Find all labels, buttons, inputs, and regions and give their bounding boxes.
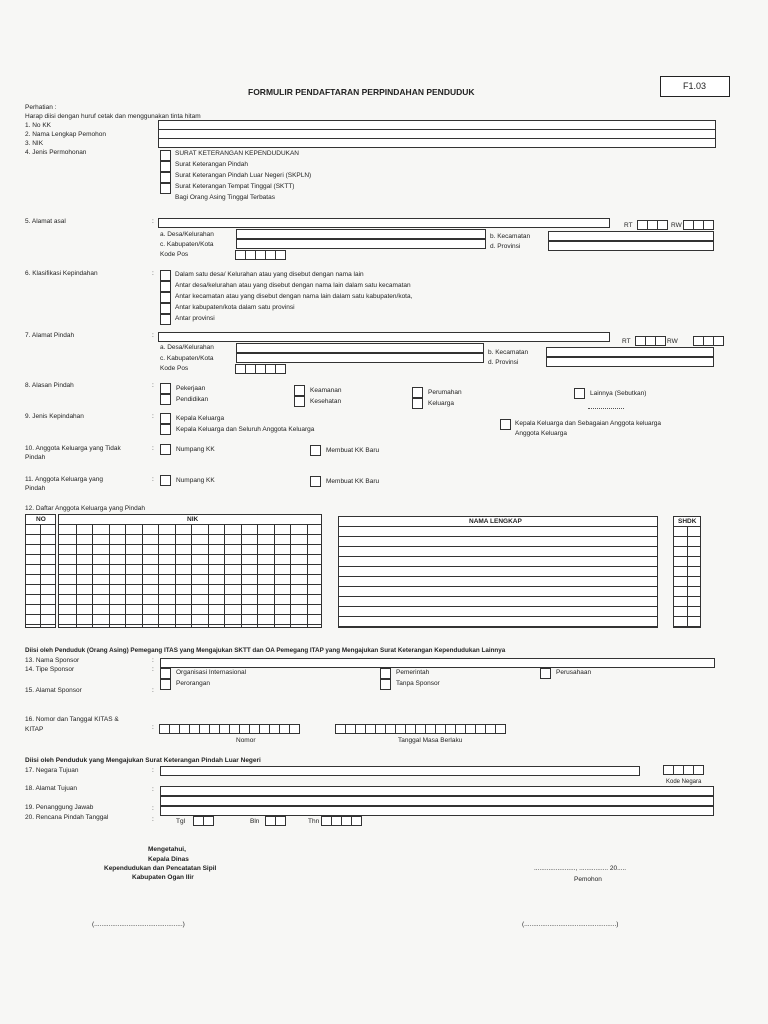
alamat-asal-input[interactable]	[158, 218, 610, 228]
cell[interactable]	[275, 816, 286, 826]
cell[interactable]	[713, 336, 724, 346]
kitas-tanggal-label: Tanggal Masa Berlaku	[398, 737, 463, 744]
table-col-line	[175, 524, 176, 627]
colon: :	[152, 218, 154, 225]
table-row-line	[674, 536, 700, 537]
colon: :	[152, 413, 154, 420]
numpang-kk-label: Numpang KK	[176, 477, 215, 484]
label-nama-sponsor: 13. Nama Sponsor	[25, 657, 80, 664]
jenis-checkbox[interactable]	[160, 413, 171, 424]
label-negara-tujuan: 17. Negara Tujuan	[25, 767, 79, 774]
label-yang-pindah-cont: Pindah	[25, 485, 46, 492]
jenis-checkbox[interactable]	[500, 419, 511, 430]
table-col-line	[290, 524, 291, 627]
label-alasan-pindah: 8. Alasan Pindah	[25, 382, 74, 389]
jenis-checkbox[interactable]	[160, 424, 171, 435]
tgl-label: Tgl	[176, 818, 186, 825]
colon: :	[152, 816, 154, 823]
sig-line-right[interactable]: (...................................................)	[522, 921, 619, 928]
kitas-number-cells[interactable]	[160, 724, 300, 734]
colon: :	[152, 805, 154, 812]
alamat-pindah-input[interactable]	[158, 332, 610, 342]
alasan-checkbox[interactable]	[160, 394, 171, 405]
thn-cells[interactable]	[322, 816, 362, 826]
table-row-line	[339, 566, 657, 567]
label-penanggung-jawab: 19. Penanggung Jawab	[25, 804, 94, 811]
label-tidak-pindah-cont: Pindah	[25, 454, 46, 461]
kodepos-pindah-cells[interactable]	[236, 364, 286, 374]
alasan-checkbox[interactable]	[160, 383, 171, 394]
rt-label: RT	[624, 222, 633, 229]
cell[interactable]	[275, 364, 286, 374]
klasifikasi-checkbox[interactable]	[160, 270, 171, 281]
nik-input[interactable]	[158, 138, 716, 148]
table-row-line	[26, 624, 55, 625]
table-col-line	[307, 524, 308, 627]
numpang-kk-checkbox[interactable]	[160, 475, 171, 486]
table-shdk-column[interactable]	[673, 516, 701, 628]
table-header-nik: NIK	[187, 516, 199, 523]
numpang-kk-label: Numpang KK	[176, 446, 215, 453]
cell[interactable]	[203, 816, 214, 826]
rw-label: RW	[671, 222, 682, 229]
jenis-option: Kepala Keluarga dan Sebagaian Anggota keluarga	[515, 420, 662, 427]
permohonan-checkbox[interactable]	[160, 150, 171, 161]
table-row-line	[674, 586, 700, 587]
label-nik: 3. NIK	[25, 140, 44, 147]
desa-label: a. Desa/Kelurahan	[160, 344, 214, 351]
table-header-shdk: SHDK	[678, 518, 697, 525]
kode-negara-label: Kode Negara	[666, 779, 702, 785]
table-row-line	[59, 574, 321, 575]
table-row-line	[339, 626, 657, 627]
thn-label: Thn	[308, 818, 320, 825]
colon: :	[152, 270, 154, 277]
table-row-line	[26, 604, 55, 605]
colon: :	[152, 767, 154, 774]
nama-sponsor-input[interactable]	[160, 658, 715, 668]
kk-baru-checkbox[interactable]	[310, 445, 321, 456]
kec-label: b. Kecamatan	[488, 349, 529, 356]
table-col-line	[208, 524, 209, 627]
klasifikasi-option: Antar kabupaten/kota dalam satu provinsi	[175, 304, 295, 311]
prov-pindah-input[interactable]	[546, 357, 714, 367]
permohonan-checkbox[interactable]	[160, 161, 171, 172]
rt-asal-cells[interactable]	[638, 220, 668, 230]
alasan-checkbox[interactable]	[412, 398, 423, 409]
table-row-line	[339, 606, 657, 607]
table-row-line	[59, 624, 321, 625]
sponsor-checkbox[interactable]	[380, 679, 391, 690]
colon: :	[152, 382, 154, 389]
table-row-line	[26, 614, 55, 615]
kodepos-asal-cells[interactable]	[236, 250, 286, 260]
klasifikasi-option: Dalam satu desa/ Kelurahan atau yang disebut dengan nama lain	[175, 271, 364, 278]
cell[interactable]	[275, 250, 286, 260]
kec-label: b. Kecamatan	[490, 233, 531, 240]
kitas-nomor-label: Nomor	[236, 737, 256, 744]
label-tidak-pindah: 10. Anggota Keluarga yang Tidak	[25, 445, 121, 452]
cell[interactable]	[657, 220, 668, 230]
klasifikasi-checkbox[interactable]	[160, 292, 171, 303]
table-col-line	[92, 524, 93, 627]
jenis-option: Kepala Keluarga	[176, 415, 225, 422]
kab-label: c. Kabupaten/Kota	[160, 355, 214, 362]
sig-kepala-dinas: Kepala Dinas	[148, 856, 189, 863]
table-row-line	[674, 576, 700, 577]
rw-pindah-cells[interactable]	[694, 336, 724, 346]
kab-label: c. Kabupaten/Kota	[160, 241, 214, 248]
alasan-kesehatan: Kesehatan	[310, 398, 342, 405]
colon: :	[152, 332, 154, 339]
table-row-line	[26, 594, 55, 595]
permohonan-option: SURAT KETERANGAN KEPENDUDUKAN	[175, 150, 300, 157]
alasan-checkbox[interactable]	[294, 396, 305, 407]
permohonan-option: Surat Keterangan Tempat Tinggal (SKTT)	[175, 183, 295, 190]
alamat-tujuan-input-2[interactable]	[160, 796, 714, 806]
label-tipe-sponsor: 14. Tipe Sponsor	[25, 666, 75, 673]
klasifikasi-checkbox[interactable]	[160, 281, 171, 292]
sig-mengetahui: Mengetahui,	[148, 846, 186, 853]
prov-label: d. Provinsi	[490, 243, 521, 250]
sponsor-perorangan: Perorangan	[176, 680, 210, 687]
klasifikasi-option: Antar desa/kelurahan atau yang disebut dengan nama lain dalam satu kecamatan	[175, 282, 411, 289]
label-yang-pindah: 11. Anggota Keluarga yang	[25, 476, 103, 483]
table-row-line	[339, 556, 657, 557]
table-col-line	[224, 524, 225, 627]
table-row-line	[674, 546, 700, 547]
label-klasifikasi: 6. Klasifikasi Kepindahan	[25, 270, 98, 277]
rule	[40, 524, 41, 627]
table-row-line	[339, 616, 657, 617]
rule	[59, 524, 321, 525]
table-row-line	[26, 584, 55, 585]
table-no-column[interactable]	[25, 514, 56, 628]
form-code: F1.03	[682, 81, 706, 91]
alasan-pendidikan: Pendidikan	[176, 396, 209, 403]
sponsor-pemerintah: Pemerintah	[396, 669, 430, 676]
table-row-line	[674, 616, 700, 617]
notice-title: Perhatian :	[25, 104, 57, 111]
table-row-line	[26, 574, 55, 575]
jenis-option: Kepala Keluarga dan Seluruh Anggota Keluarga	[176, 426, 315, 433]
table-row-line	[339, 546, 657, 547]
table-col-line	[241, 524, 242, 627]
bln-label: Bln	[250, 818, 260, 825]
rt-pindah-cells[interactable]	[636, 336, 666, 346]
sponsor-perusahaan: Perusahaan	[556, 669, 592, 676]
kitas-masa-cells[interactable]	[336, 724, 506, 734]
cell[interactable]	[289, 724, 300, 734]
luar-heading: Diisi oleh Penduduk yang Mengajukan Surat Keterangan Pindah Luar Negeri	[25, 757, 261, 764]
permohonan-option: Surat Keterangan Pindah Luar Negeri (SKPLN)	[175, 172, 312, 179]
sponsor-tanpa: Tanpa Sponsor	[396, 680, 440, 687]
label-kitas: 16. Nomor dan Tanggal KITAS &	[25, 716, 119, 723]
klasifikasi-option: Antar kecamatan atau yang disebut dengan nama lain dalam satu kabupaten/kota,	[175, 293, 413, 300]
label-jenis-permohonan: 4. Jenis Permohonan	[25, 149, 87, 156]
table-col-line	[191, 524, 192, 627]
kodepos-label: Kode Pos	[160, 365, 189, 372]
table-nama-column[interactable]	[338, 516, 658, 628]
table-row-line	[674, 566, 700, 567]
kab-asal-input[interactable]	[236, 239, 486, 249]
colon: :	[152, 687, 154, 694]
sig-pemohon: Pemohon	[574, 876, 602, 883]
kec-pindah-input[interactable]	[546, 347, 714, 357]
alamat-tujuan-input[interactable]	[160, 786, 714, 796]
sponsor-checkbox[interactable]	[380, 668, 391, 679]
cell[interactable]	[351, 816, 362, 826]
cell[interactable]	[655, 336, 666, 346]
tgl-cells[interactable]	[194, 816, 214, 826]
table-row-line	[59, 534, 321, 535]
kode-negara-cells[interactable]	[664, 765, 704, 775]
label-nama-pemohon: 2. Nama Lengkap Pemohon	[25, 131, 106, 138]
label-kitas-cont: KITAP	[25, 726, 44, 733]
table-row-line	[26, 534, 55, 535]
numpang-kk-checkbox[interactable]	[160, 444, 171, 455]
table-col-line	[142, 524, 143, 627]
permohonan-note: Bagi Orang Asing Tinggal Terbatas	[175, 194, 275, 201]
klasifikasi-checkbox[interactable]	[160, 314, 171, 325]
negara-tujuan-input[interactable]	[160, 766, 640, 776]
sponsor-checkbox[interactable]	[540, 668, 551, 679]
colon: :	[152, 657, 154, 664]
penanggung-jawab-input[interactable]	[160, 806, 714, 816]
table-row-line	[674, 606, 700, 607]
table-nik-column[interactable]	[58, 514, 322, 628]
sponsor-checkbox[interactable]	[160, 679, 171, 690]
alasan-checkbox[interactable]	[412, 387, 423, 398]
label-alamat-sponsor: 15. Alamat Sponsor	[25, 687, 82, 694]
kk-baru-checkbox[interactable]	[310, 476, 321, 487]
label-alamat-tujuan: 18. Alamat Tujuan	[25, 785, 78, 792]
klasifikasi-checkbox[interactable]	[160, 303, 171, 314]
table-row-line	[339, 596, 657, 597]
kec-asal-input[interactable]	[548, 231, 714, 241]
table-row-line	[339, 576, 657, 577]
sig-dinas: Kependudukan dan Pencatatan Sipil	[104, 865, 217, 872]
permohonan-checkbox[interactable]	[160, 172, 171, 183]
sig-line-left[interactable]: (.................................................)	[92, 921, 185, 928]
desa-pindah-input[interactable]	[236, 343, 484, 353]
label-alamat-asal: 5. Alamat asal	[25, 218, 66, 225]
kk-baru-label: Membuat KK Baru	[326, 447, 380, 454]
rw-asal-cells[interactable]	[684, 220, 714, 230]
table-col-line	[76, 524, 77, 627]
rule	[339, 526, 657, 527]
table-col-line	[158, 524, 159, 627]
label-no-kk: 1. No KK	[25, 122, 52, 129]
desa-label: a. Desa/Kelurahan	[160, 231, 214, 238]
permohonan-option: Surat Keterangan Pindah	[175, 161, 248, 168]
asing-heading: Diisi oleh Penduduk (Orang Asing) Pemegang ITAS yang Mengajukan SKTT dan OA Pemegang ITAP yang Mengajukan Surat Keterangan Kependudukan Lainnya	[25, 647, 506, 654]
sponsor-checkbox[interactable]	[160, 668, 171, 679]
table-col-line	[125, 524, 126, 627]
table-row-line	[59, 614, 321, 615]
colon: :	[152, 666, 154, 673]
lainnya-line[interactable]	[588, 408, 624, 409]
table-col-line	[109, 524, 110, 627]
table-row-line	[59, 604, 321, 605]
label-jenis-kepindahan: 9. Jenis Kepindahan	[25, 413, 84, 420]
rw-label: RW	[667, 338, 678, 345]
kodepos-label: Kode Pos	[160, 251, 189, 258]
table-row-line	[26, 544, 55, 545]
sponsor-org: Organisasi Internasional	[176, 669, 247, 676]
table-col-line	[274, 524, 275, 627]
cell[interactable]	[693, 765, 704, 775]
cell[interactable]	[703, 220, 714, 230]
desa-asal-input[interactable]	[236, 229, 486, 239]
klasifikasi-option: Antar provinsi	[175, 315, 215, 322]
label-alamat-pindah: 7. Alamat Pindah	[25, 332, 75, 339]
bln-cells[interactable]	[266, 816, 286, 826]
table-row-line	[59, 544, 321, 545]
prov-label: d. Provinsi	[488, 359, 519, 366]
table-row-line	[26, 554, 55, 555]
alasan-perumahan: Perumahan	[428, 389, 462, 396]
kab-pindah-input[interactable]	[236, 353, 484, 363]
table-header-nama: NAMA LENGKAP	[469, 518, 522, 525]
alasan-keamanan: Keamanan	[310, 387, 342, 394]
cell[interactable]	[495, 724, 506, 734]
table-row-line	[339, 586, 657, 587]
colon: :	[152, 445, 154, 452]
alasan-keluarga: Keluarga	[428, 400, 455, 407]
table-row-line	[26, 564, 55, 565]
rt-label: RT	[622, 338, 631, 345]
kk-baru-label: Membuat KK Baru	[326, 478, 380, 485]
colon: :	[152, 786, 154, 793]
table-row-line	[59, 554, 321, 555]
sig-kabupaten: Kabupaten Ogan Ilir	[132, 874, 194, 881]
label-daftar-anggota: 12. Daftar Anggota Keluarga yang Pindah	[25, 505, 145, 512]
table-header-no: NO	[36, 516, 46, 523]
table-row-line	[59, 594, 321, 595]
table-row-line	[59, 564, 321, 565]
alasan-lainnya: Lainnya (Sebutkan)	[590, 390, 647, 397]
table-row-line	[59, 584, 321, 585]
notice-text: Harap diisi dengan huruf cetak dan menggunakan tinta hitam	[25, 113, 201, 120]
table-row-line	[674, 626, 700, 627]
table-row-line	[674, 596, 700, 597]
prov-asal-input[interactable]	[548, 241, 714, 251]
alasan-pekerjaan: Pekerjaan	[176, 385, 206, 392]
alasan-checkbox[interactable]	[294, 385, 305, 396]
alasan-checkbox[interactable]	[574, 388, 585, 399]
colon: :	[152, 476, 154, 483]
permohonan-checkbox[interactable]	[160, 183, 171, 194]
form-title: FORMULIR PENDAFTARAN PERPINDAHAN PENDUDUK	[248, 87, 475, 97]
table-col-line	[257, 524, 258, 627]
label-rencana-pindah: 20. Rencana Pindah Tanggal	[25, 814, 109, 821]
jenis-option-cont: Anggota Keluarga	[515, 430, 568, 437]
table-row-line	[339, 536, 657, 537]
colon: :	[152, 724, 154, 731]
sig-date-line[interactable]: ......................., ................ 20.....	[534, 865, 627, 872]
table-row-line	[674, 556, 700, 557]
form-code-box	[660, 76, 730, 97]
